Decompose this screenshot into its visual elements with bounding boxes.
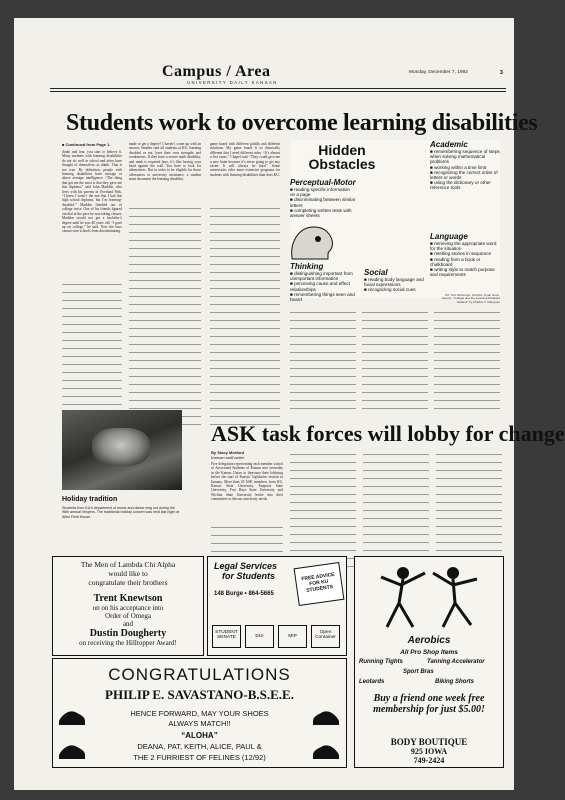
story2-byline-role: Kansan staff writer	[211, 455, 245, 460]
student-senate-label: STUDENT SENATE	[212, 625, 241, 648]
language-item: ■ writing style to match purpose and requirements	[430, 267, 495, 278]
masthead-date: Monday, December 7, 1992	[409, 70, 468, 75]
holiday-photo-highlight	[92, 428, 150, 466]
newspaper-page	[14, 18, 565, 790]
story1-right-columns	[290, 308, 500, 400]
body-name: BODY BOUTIQUE	[390, 737, 468, 747]
legal-topics	[212, 625, 340, 648]
thinking-item: ■ distinguishing important from unimportant information	[290, 271, 353, 282]
congrats-title: CONGRATULATIONS	[108, 665, 291, 684]
story1-col1-text-b: Madden finished out of college twice. One of his friends figured out that at the pace he was taking classes, Madden would not get a bachelor’s degree until he was 40 years old. “I gave up on college,” he said. Now the laws cannot save schools from discriminating.	[62, 202, 122, 234]
story1-column-3-lines	[210, 204, 280, 400]
shoe-right-icon	[311, 703, 341, 729]
social-item: ■ recognizing social cues	[364, 287, 416, 293]
language-item: ■ retrieving the appropriate word for the situation	[430, 241, 497, 252]
story2-col4-lines	[436, 450, 502, 554]
sidebar-perceptual	[290, 178, 356, 218]
language-item: ■ reading from a book or chalkboard	[430, 256, 481, 267]
congrats-line3: DEANA, PAT, KEITH, ALICE, PAUL &	[137, 742, 262, 751]
academic-item: ■ remembering sequence of steps when solving mathematical problems	[430, 149, 500, 165]
legal-services-ad	[207, 556, 347, 656]
body-item-tanning: Tanning Accelerator	[427, 659, 485, 665]
masthead-title: Campus / Area	[162, 63, 271, 80]
masthead-rule	[50, 88, 506, 89]
story1-column-1-lines	[62, 280, 122, 400]
story2-col3-lines	[363, 450, 429, 554]
social-heading: Social	[364, 268, 388, 277]
photo-caption-title: Holiday tradition	[62, 496, 118, 503]
language-item: ■ retelling stories in sequence	[430, 251, 492, 257]
chiphi-line3: congratulate their brothers	[88, 578, 168, 587]
body-phone: 749-2424	[413, 756, 445, 765]
aerobics-figures-icon	[373, 563, 485, 633]
body-item-leotards: Leotards	[359, 679, 385, 685]
congrats-line4: THE 2 FURRIEST OF FELINES (12/92)	[133, 753, 266, 762]
chiphi-line1: The Men of Lambda Chi Alpha	[80, 560, 176, 569]
dui-label: DUI	[245, 625, 274, 648]
shoe-left-bottom-icon	[57, 737, 87, 763]
congrats-line1: HENCE FORWARD, MAY YOUR SHOES	[130, 709, 269, 718]
thinking-item: ■ remembering things seen and heard	[290, 291, 355, 303]
thinking-item: ■ perceiving cause and effect relationships	[290, 281, 350, 292]
chiphi-and: and	[122, 620, 134, 628]
legal-title1: Legal Services	[214, 561, 278, 571]
head-illustration	[288, 221, 336, 261]
story1-column-2: made to get a degree? I haven’t come up with an answer. Smaller said all students at KU, learning disabled or not, have their own strengths and weaknesses. If they have a severe math disability, and math is required here, it’s like having your head against the wall. You have to look for alternatives. But in order to be eligible for those allowances or university assistance, a student must document the learning disability.	[129, 142, 201, 182]
story2-byline: By Stacy Morford	[211, 450, 245, 455]
perceptual-heading: Perceptual-Motor	[290, 178, 356, 187]
body-address: 925 IOWA	[410, 747, 448, 756]
legal-title2: for Students	[222, 571, 275, 581]
photo-caption: Students from KU’s department of music and dance sing out during the 98th annual Vespers. The traditional holiday concert was held last night at Allen Field House.	[62, 506, 180, 519]
page-number: 3	[500, 70, 503, 76]
shoe-left-icon	[57, 703, 87, 729]
shoe-right-bottom-icon	[311, 737, 341, 763]
masthead-subtitle: UNIVERSITY DAILY KANSAN	[187, 80, 278, 85]
free-advice-text: FREE ADVICE FOR KU STUDENTS	[301, 571, 335, 594]
body-item-proshop: All Pro Shop Items	[400, 649, 458, 656]
chiphi-text2: Order of Omega	[105, 612, 151, 620]
academic-heading: Academic	[430, 140, 468, 149]
chiphi-text1: on on his acceptance into	[92, 604, 164, 612]
social-item: ■ reading body language and facial expressions	[364, 277, 424, 288]
story1-col1-text-a: doubt and fear, you start to believe it. Many students with learning disabilities do not do well in school and often have thought of themselves as dumb. That is not true. By definition, people with learning disabilities have average or above average intelligence. “The thing that got me the most is that they gave me this diploma,” said John Madden, who lives with his parents in Overland Park. “I knew I wasn’t the one that I had this high school diploma, but I’m learning-disabled.”	[62, 150, 122, 207]
chiphi-line2: would like to	[108, 569, 148, 578]
story1-headline: Students work to overcome learning disabilities	[66, 110, 538, 136]
language-heading: Language	[430, 232, 468, 241]
congrats-aloha: “ALOHA”	[181, 731, 218, 740]
congrats-name: PHILIP E. SAVASTANO-B.S.E.E.	[105, 687, 294, 702]
congratulations-ad	[52, 658, 347, 768]
academic-item: ■ using the dictionary or other reference tools	[430, 180, 491, 191]
continued-label: ■ Continued from Page 1.	[62, 142, 111, 147]
head-silhouette-icon	[288, 221, 336, 261]
body-promo: Buy a friend one week free membership for just $5.00!	[373, 693, 485, 715]
academic-item: ■ recognizing the correct order of letters or words	[430, 169, 498, 181]
story1-column-3: game board with different pitfalls and different solutions. My game board is so drastically different that I need different rules. “It’s almost a lost cause,” Chapel said. “They could give me a new brain because it’s never going to get any easier. It will always be hard.” Some universities offer more extensive programs for students with learning disabilities than does KU.	[210, 142, 280, 177]
body-item-aerobics: Aerobics	[407, 635, 451, 646]
lambda-chi-ad	[52, 556, 204, 656]
sidebar-thinking	[290, 262, 364, 303]
perceptual-item: ■ reading specific information on a page	[290, 187, 350, 198]
academic-item: ■ working within a time limit	[430, 164, 487, 170]
body-boutique-ad	[354, 556, 504, 768]
open-container-label: Open Container	[311, 625, 340, 648]
body-item-sportbras: Sport Bras	[403, 669, 434, 675]
story2-headline: ASK task forces will lobby for change	[211, 421, 565, 446]
sidebar-academic	[430, 140, 502, 200]
body-item-biking: Biking Shorts	[435, 679, 475, 685]
sidebar-credit: KU: Tom McGregor, Graphic, Nyan Nunn. Source: “College and the Learning Disabled Student” by Charles T. Mangrum	[441, 293, 500, 304]
perceptual-item: ■ discriminating between similar letters	[290, 197, 356, 208]
chiphi-name1: Trent Knewtson	[93, 593, 163, 604]
thinking-heading: Thinking	[290, 262, 324, 271]
perceptual-item: ■ completing written tests with answer sheets	[290, 207, 352, 219]
story2-col1-lines	[211, 523, 283, 553]
legal-info: 148 Burge • 864-5665	[214, 591, 274, 597]
story1-column-2-lines	[129, 204, 201, 400]
chiphi-text3: on receiving the Hilltopper Award!	[79, 639, 177, 647]
sidebar-language	[430, 232, 502, 292]
story2-col2-lines	[290, 450, 356, 554]
story2-body: Five delegation representing each member school of Associated Students of Kansas met yesterday in the Kansas Union to fine-tune their lobbying before the start of Kansas’ legislative session in January. More than 25 ASK members from KU, Kansas State University, Emporia State University, Fort Hays State University and Wichita State University broke into their committees to discuss university needs.	[211, 462, 283, 502]
sidebar-social	[364, 268, 424, 298]
mip-label: MIP	[278, 625, 307, 648]
sidebar-title: Hidden Obstacles	[308, 142, 376, 172]
free-advice-badge	[294, 562, 345, 606]
congrats-line2: ALWAYS MATCH!!	[168, 719, 231, 728]
body-item-tights: Running Tights	[359, 659, 403, 665]
continued-text: Continued from Page 1.	[65, 142, 111, 147]
chiphi-name2: Dustin Dougherty	[89, 628, 167, 639]
masthead-rule-thin	[50, 91, 506, 92]
